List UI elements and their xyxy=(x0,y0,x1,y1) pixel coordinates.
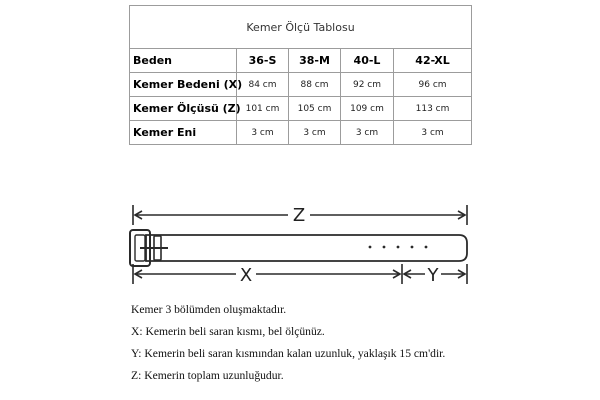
belt-hole xyxy=(397,246,400,249)
belt-strap xyxy=(146,235,467,261)
table-cell: 88 cm xyxy=(289,73,341,97)
belt-hole xyxy=(411,246,414,249)
belt-hole xyxy=(425,246,428,249)
row-label: Kemer Eni xyxy=(130,121,237,145)
table-cell: 101 cm xyxy=(237,97,289,121)
table-cell: 3 cm xyxy=(289,121,341,145)
row-label: Kemer Bedeni (X) xyxy=(130,73,237,97)
table-cell: 105 cm xyxy=(289,97,341,121)
note-line: Kemer 3 bölümden oluşmaktadır. xyxy=(131,303,287,316)
belt-hole xyxy=(383,246,386,249)
table-cell: 92 cm xyxy=(341,73,394,97)
table-cell: 96 cm xyxy=(394,73,472,97)
table-row xyxy=(130,121,472,145)
size-table xyxy=(129,5,472,145)
notes-block xyxy=(131,302,591,390)
z-label: Z xyxy=(292,205,306,226)
note-line: Z: Kemerin toplam uzunluğudur. xyxy=(131,369,284,382)
note-line: X: Kemerin beli saran kısmı, bel ölçünüz. xyxy=(131,325,325,338)
row-label: Kemer Ölçüsü (Z) xyxy=(130,97,237,121)
table-row xyxy=(130,73,472,97)
size-header: 38-M xyxy=(289,49,341,73)
size-header-label: Beden xyxy=(130,49,237,73)
size-header: 36-S xyxy=(237,49,289,73)
table-cell: 113 cm xyxy=(394,97,472,121)
table-cell: 109 cm xyxy=(341,97,394,121)
belt-diagram xyxy=(0,195,600,295)
note-line: Y: Kemerin beli saran kısmından kalan uzunluk, yaklaşık 15 cm'dir. xyxy=(131,347,446,360)
table-cell: 84 cm xyxy=(237,73,289,97)
y-label: Y xyxy=(427,265,439,286)
x-label: X xyxy=(239,265,253,286)
table-cell: 3 cm xyxy=(237,121,289,145)
table-cell: 3 cm xyxy=(394,121,472,145)
table-cell: 3 cm xyxy=(341,121,394,145)
size-header: 40-L xyxy=(341,49,394,73)
belt-hole xyxy=(369,246,372,249)
table-header-row xyxy=(130,49,472,73)
table-title: Kemer Ölçü Tablosu xyxy=(130,6,472,49)
size-header: 42-XL xyxy=(394,49,472,73)
table-row xyxy=(130,97,472,121)
